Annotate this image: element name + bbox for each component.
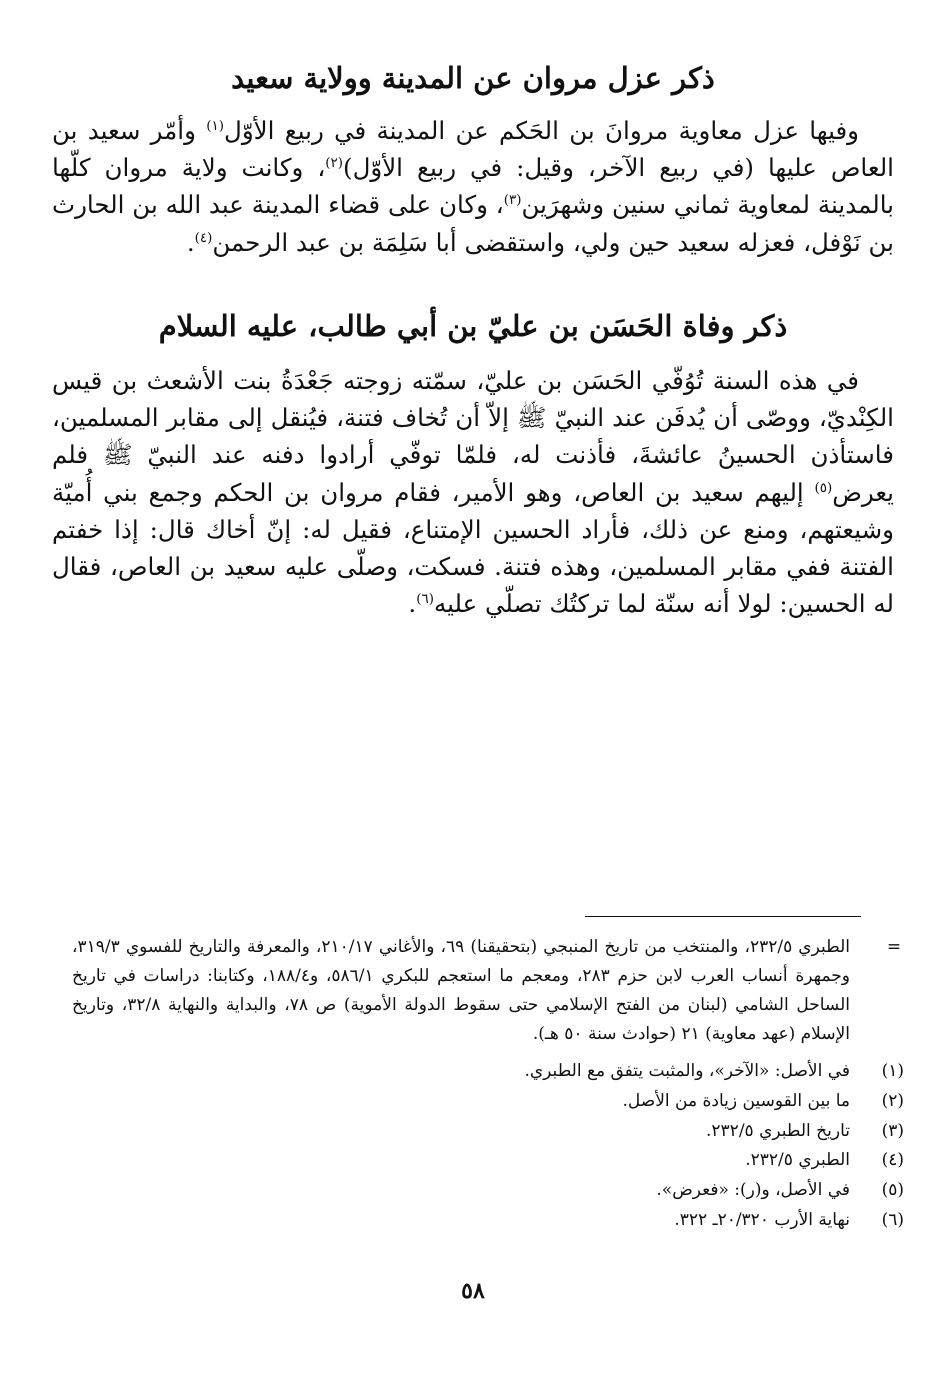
paragraph-text: وفيها عزل معاوية مروانَ بن الحَكم عن المدينة في ربيع الأوّل <box>224 116 860 145</box>
footnote-ref-2[interactable]: (٢) <box>325 155 344 172</box>
continuation-marker: = <box>886 937 902 957</box>
footnote-number: (٤) <box>881 1150 904 1171</box>
footnote-ref-5[interactable]: (٥) <box>814 479 833 496</box>
continuation-text: الطبري ٢٣٢/٥، والمنتخب من تاريخ المنبجي (بتحقيقنا) ٦٩، والأغاني ٢١٠/١٧، والمعرفة والتاريخ للفسوي ٣١٩/٣، وجمهرة أنساب العرب لابن حزم ٢٨٣، ومعجم ما استعجم للبكري ٥٨٦/١، و١٨٨/٤، وكتابنا: دراسات في تاريخ الساحل الشامي (لبنان من الفتح الإسلامي حتى سقوط الدولة الأموية) ص ٧٨، والبداية والنهاية ٣٢/٨، وتاريخ الإسلام (عهد معاوية) ٢١ (حوادث سنة ٥٠ هـ). <box>72 937 850 1044</box>
footnote-ref-3[interactable]: (٣) <box>503 192 522 209</box>
footnote-item <box>72 1176 904 1206</box>
footnote-item <box>72 1146 904 1176</box>
footnote-item <box>72 1087 904 1117</box>
section-heading-marwan-dismissal: ذكر عزل مروان عن المدينة وولاية سعيد <box>231 61 715 95</box>
paragraph-marwan-dismissal <box>52 112 894 261</box>
footnote-text: ما بين القوسين زيادة من الأصل. <box>622 1090 850 1111</box>
footnote-ref-6[interactable]: (٦) <box>416 591 434 608</box>
footnote-separator <box>585 916 861 917</box>
footnote-item <box>72 1206 904 1236</box>
section-heading-hasan-death: ذكر وفاة الحَسَن بن عليّ بن أبي طالب، عليه السلام <box>158 309 788 343</box>
paragraph-text: وأمّر سعيد بن العاص عليها (في ربيع الآخر، وقيل: في ربيع الأوّل) <box>52 116 894 183</box>
footnote-number: (٣) <box>881 1120 904 1141</box>
footnote-continuation <box>72 933 904 1049</box>
paragraph-text: في هذه السنة تُوُفّي الحَسَن بن عليّ، سمّته زوجته جَعْدَةُ بنت الأشعث بن قيس الكِنْديّ، ووصّى أن يُدفَن عند النبيّ ﷺ إلاّ أن تُخاف فتنة، فيُنقل إلى مقابر المسلمين، فاستأذن الحسينُ عائشةَ، فأذنت له، فلمّا توفّي أرادوا دفنه عند النبيّ ﷺ فلم يعرض <box>52 366 894 507</box>
footnote-list <box>72 1057 904 1236</box>
footnote-text: في الأصل، و(ر): «فعرض». <box>656 1180 850 1201</box>
footnote-ref-4[interactable]: (٤) <box>194 229 213 246</box>
paragraph-hasan-death <box>52 362 894 622</box>
footnote-item <box>72 1057 904 1087</box>
footnote-text: الطبري ٢٣٢/٥. <box>745 1150 850 1171</box>
paragraph-text: ، وكان على قضاء المدينة عبد الله بن الحارث بن نَوْفل، فعزله سعيد حين ولي، واستقضى أبا سَلِمَة بن عبد الرحمن <box>52 190 894 257</box>
footnote-number: (٥) <box>881 1180 904 1201</box>
footnote-text: تاريخ الطبري ٢٣٢/٥. <box>706 1120 850 1141</box>
paragraph-text: إليهم سعيد بن العاص، وهو الأمير، فقام مروان بن الحكم وجمع بني أُميّة وشيعتهم، ومنع عن ذلك، فأراد الحسين الإمتناع، فقيل له: إنّ أخاك قال: إذا خفتم الفتنة ففي مقابر المسلمين، وهذه فتنة. فسكت، وصلّى عليه سعيد بن العاص، فقال له الحسين: لولا أنه سنّة لما تركتُك تصلّي عليه <box>52 477 894 619</box>
footnote-text: في الأصل: «الآخر»، والمثبت يتفق مع الطبري. <box>524 1061 850 1081</box>
footnote-number: (١) <box>881 1061 904 1081</box>
footnote-item <box>72 1117 904 1147</box>
footnote-number: (٦) <box>881 1209 904 1230</box>
paragraph-text: ، وكانت ولاية مروان كلّها بالمدينة لمعاوية ثماني سنين وشهرَين <box>52 153 894 220</box>
footnote-text: نهاية الأرب ٢٠/٣٢٠ـ ٣٢٢. <box>674 1209 850 1230</box>
paragraph-text: . <box>408 589 417 619</box>
page-number: ٥٨ <box>461 1278 485 1304</box>
paragraph-text: . <box>186 227 195 257</box>
footnote-number: (٢) <box>881 1090 904 1111</box>
footnote-ref-1[interactable]: (١) <box>206 117 225 134</box>
